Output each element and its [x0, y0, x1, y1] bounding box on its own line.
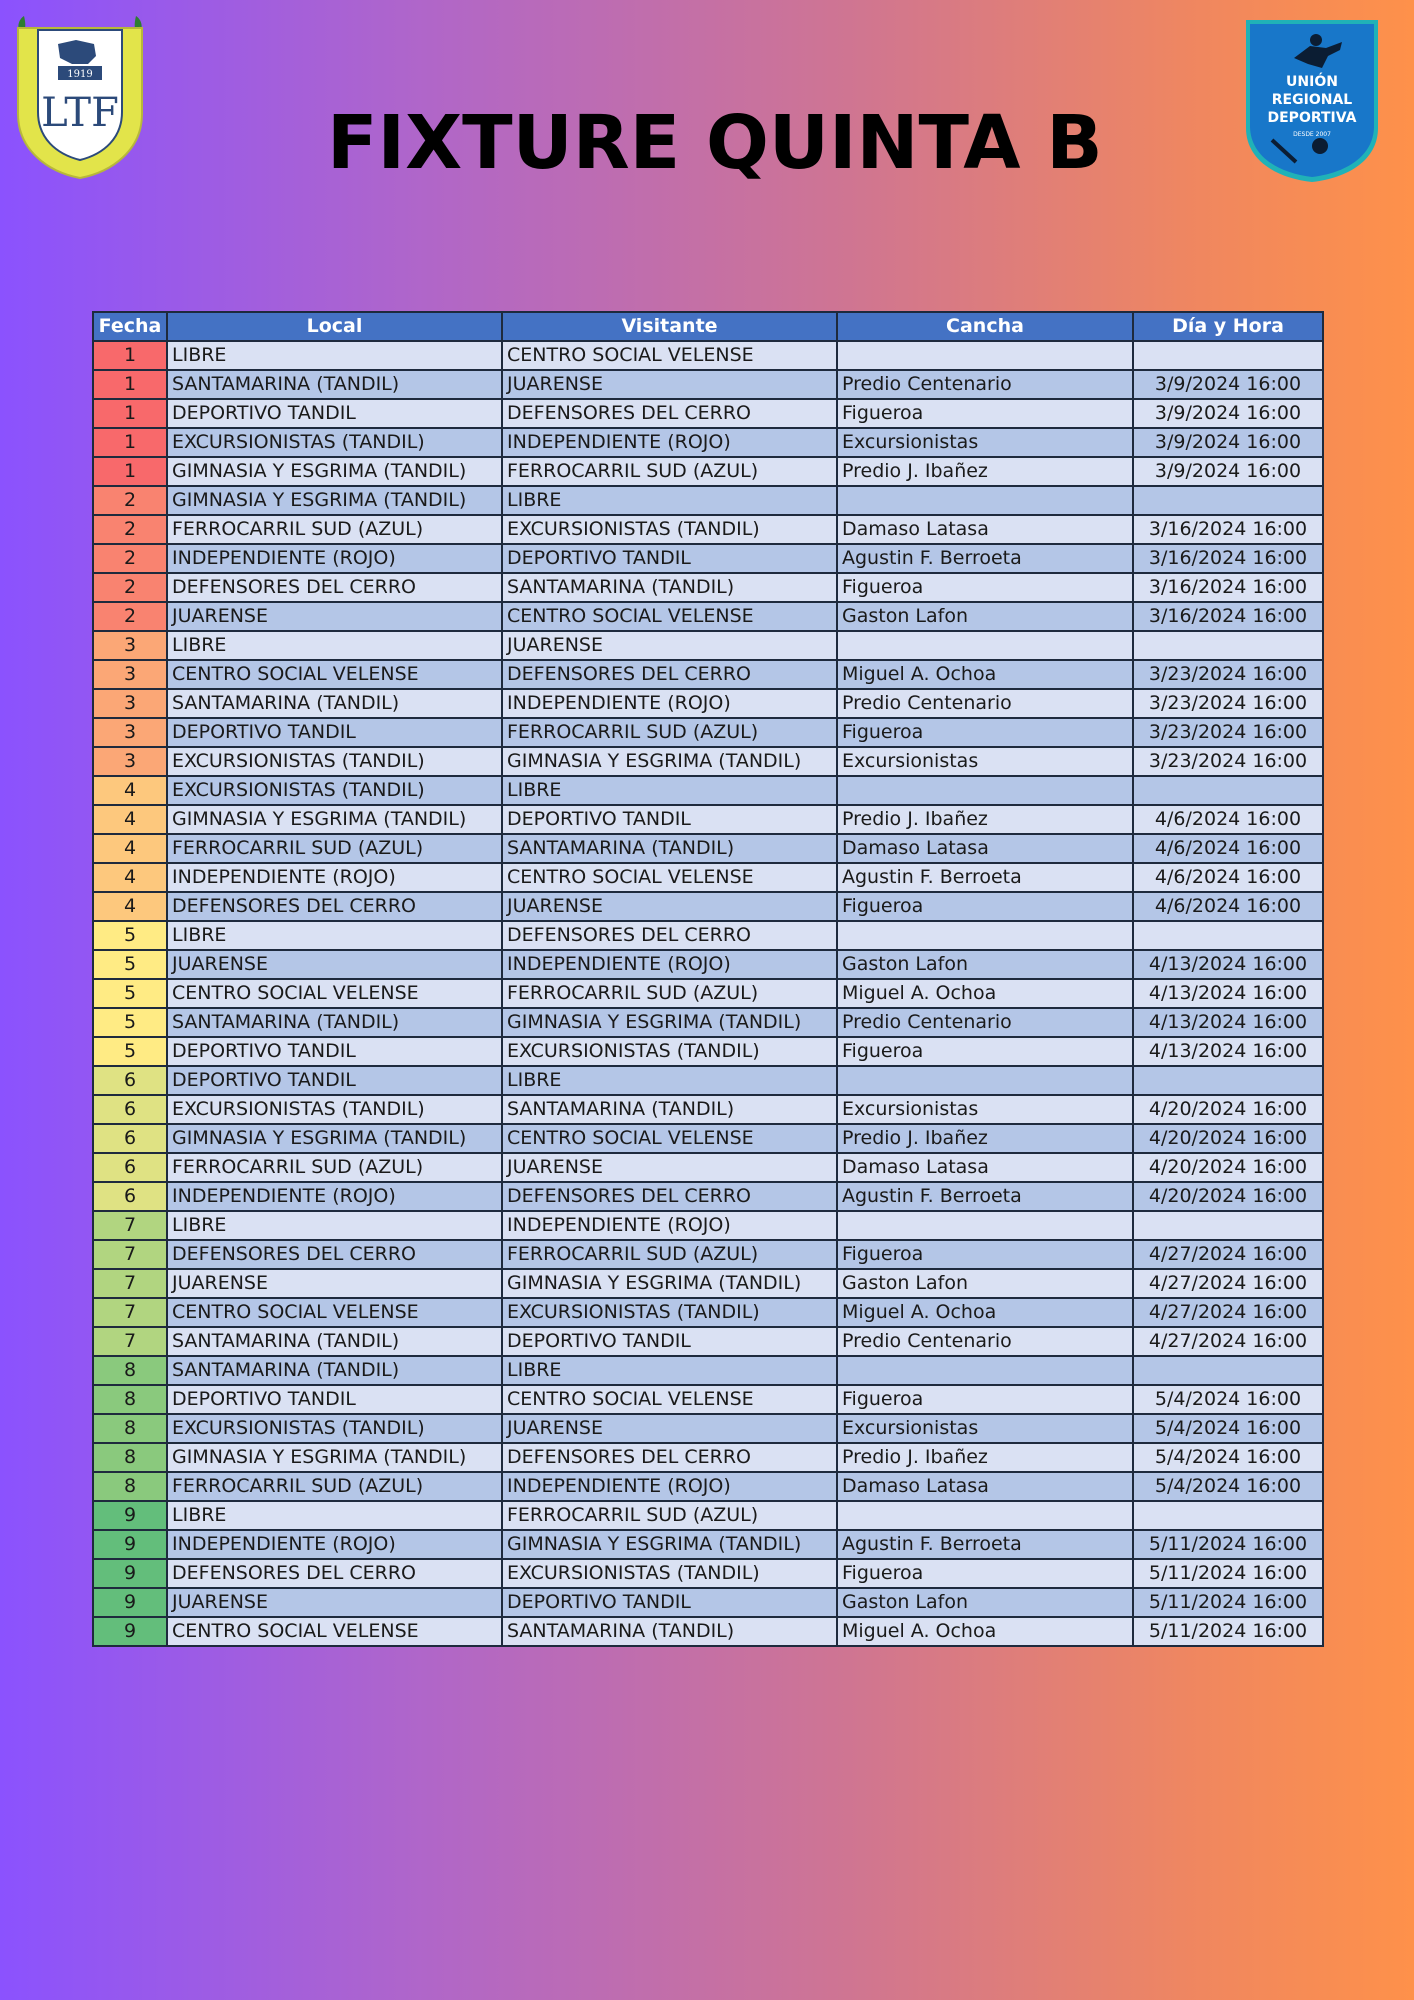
table-header-row [93, 312, 1323, 341]
cell-visitante: DEPORTIVO TANDIL [502, 544, 837, 573]
table-row [93, 1066, 1323, 1095]
logo-since: DESDE 2007 [1293, 131, 1331, 138]
cell-cancha: Miguel A. Ochoa [837, 979, 1133, 1008]
cell-cancha: Miguel A. Ochoa [837, 1617, 1133, 1646]
cell-visitante: SANTAMARINA (TANDIL) [502, 1617, 837, 1646]
table-row [93, 1037, 1323, 1066]
cell-local: SANTAMARINA (TANDIL) [167, 1327, 502, 1356]
cell-cancha: Damaso Latasa [837, 1472, 1133, 1501]
cell-local: DEFENSORES DEL CERRO [167, 573, 502, 602]
cell-fecha: 9 [93, 1617, 167, 1646]
cell-visitante: EXCURSIONISTAS (TANDIL) [502, 1298, 837, 1327]
cell-local: EXCURSIONISTAS (TANDIL) [167, 1095, 502, 1124]
cell-local: JUARENSE [167, 950, 502, 979]
cell-visitante: LIBRE [502, 486, 837, 515]
cell-dia-hora: 5/4/2024 16:00 [1133, 1443, 1323, 1472]
cell-fecha: 4 [93, 863, 167, 892]
cell-visitante: FERROCARRIL SUD (AZUL) [502, 1501, 837, 1530]
cell-visitante: JUARENSE [502, 892, 837, 921]
table-row [93, 1327, 1323, 1356]
cell-visitante: GIMNASIA Y ESGRIMA (TANDIL) [502, 747, 837, 776]
cell-dia-hora: 5/11/2024 16:00 [1133, 1617, 1323, 1646]
cell-dia-hora: 3/16/2024 16:00 [1133, 573, 1323, 602]
cell-cancha: Excursionistas [837, 747, 1133, 776]
table-row [93, 921, 1323, 950]
cell-fecha: 7 [93, 1298, 167, 1327]
table-row [93, 805, 1323, 834]
table-row [93, 950, 1323, 979]
cell-fecha: 2 [93, 573, 167, 602]
cell-visitante: JUARENSE [502, 1414, 837, 1443]
cell-fecha: 9 [93, 1501, 167, 1530]
table-row [93, 892, 1323, 921]
table-row [93, 979, 1323, 1008]
cell-dia-hora: 4/27/2024 16:00 [1133, 1269, 1323, 1298]
cell-fecha: 6 [93, 1182, 167, 1211]
header-dia-hora: Día y Hora [1133, 312, 1323, 341]
cell-local: DEPORTIVO TANDIL [167, 718, 502, 747]
cell-cancha: Agustin F. Berroeta [837, 1530, 1133, 1559]
cell-fecha: 7 [93, 1240, 167, 1269]
cell-dia-hora: 3/9/2024 16:00 [1133, 370, 1323, 399]
cell-visitante: DEPORTIVO TANDIL [502, 805, 837, 834]
cell-fecha: 7 [93, 1327, 167, 1356]
cell-dia-hora [1133, 1356, 1323, 1385]
cell-visitante: INDEPENDIENTE (ROJO) [502, 689, 837, 718]
cell-dia-hora: 4/20/2024 16:00 [1133, 1153, 1323, 1182]
cell-local: JUARENSE [167, 1588, 502, 1617]
table-row [93, 341, 1323, 370]
cell-local: INDEPENDIENTE (ROJO) [167, 863, 502, 892]
table-row [93, 776, 1323, 805]
cell-cancha: Agustin F. Berroeta [837, 1182, 1133, 1211]
cell-fecha: 1 [93, 457, 167, 486]
cell-visitante: FERROCARRIL SUD (AZUL) [502, 718, 837, 747]
table-row [93, 486, 1323, 515]
table-row [93, 1095, 1323, 1124]
cell-local: GIMNASIA Y ESGRIMA (TANDIL) [167, 805, 502, 834]
cell-cancha: Gaston Lafon [837, 950, 1133, 979]
cell-local: JUARENSE [167, 1269, 502, 1298]
cell-local: EXCURSIONISTAS (TANDIL) [167, 428, 502, 457]
cell-local: DEFENSORES DEL CERRO [167, 892, 502, 921]
cell-local: LIBRE [167, 341, 502, 370]
cell-dia-hora: 4/27/2024 16:00 [1133, 1240, 1323, 1269]
table-row [93, 1240, 1323, 1269]
table-row [93, 1008, 1323, 1037]
cell-local: GIMNASIA Y ESGRIMA (TANDIL) [167, 1443, 502, 1472]
cell-visitante: DEFENSORES DEL CERRO [502, 660, 837, 689]
cell-dia-hora: 4/13/2024 16:00 [1133, 1037, 1323, 1066]
cell-fecha: 8 [93, 1356, 167, 1385]
cell-dia-hora: 4/13/2024 16:00 [1133, 1008, 1323, 1037]
cell-local: LIBRE [167, 631, 502, 660]
cell-fecha: 4 [93, 892, 167, 921]
cell-fecha: 1 [93, 399, 167, 428]
table-row [93, 1211, 1323, 1240]
table-row [93, 399, 1323, 428]
cell-local: SANTAMARINA (TANDIL) [167, 1008, 502, 1037]
cell-fecha: 4 [93, 805, 167, 834]
cell-cancha: Predio Centenario [837, 370, 1133, 399]
table-row [93, 1501, 1323, 1530]
cell-local: DEPORTIVO TANDIL [167, 1385, 502, 1414]
cell-cancha: Miguel A. Ochoa [837, 660, 1133, 689]
cell-dia-hora: 5/11/2024 16:00 [1133, 1588, 1323, 1617]
cell-cancha: Figueroa [837, 573, 1133, 602]
table-row [93, 1182, 1323, 1211]
cell-dia-hora: 4/13/2024 16:00 [1133, 950, 1323, 979]
cell-fecha: 9 [93, 1588, 167, 1617]
cell-fecha: 6 [93, 1153, 167, 1182]
cell-local: CENTRO SOCIAL VELENSE [167, 660, 502, 689]
cell-dia-hora [1133, 921, 1323, 950]
cell-visitante: DEFENSORES DEL CERRO [502, 399, 837, 428]
cell-dia-hora: 3/23/2024 16:00 [1133, 718, 1323, 747]
cell-visitante: DEFENSORES DEL CERRO [502, 921, 837, 950]
cell-local: EXCURSIONISTAS (TANDIL) [167, 1414, 502, 1443]
cell-dia-hora: 4/13/2024 16:00 [1133, 979, 1323, 1008]
table-row [93, 370, 1323, 399]
cell-fecha: 7 [93, 1211, 167, 1240]
table-row [93, 660, 1323, 689]
cell-visitante: GIMNASIA Y ESGRIMA (TANDIL) [502, 1530, 837, 1559]
header-cancha: Cancha [837, 312, 1133, 341]
cell-cancha: Gaston Lafon [837, 602, 1133, 631]
cell-dia-hora: 4/20/2024 16:00 [1133, 1124, 1323, 1153]
cell-visitante: CENTRO SOCIAL VELENSE [502, 602, 837, 631]
cell-visitante: CENTRO SOCIAL VELENSE [502, 1385, 837, 1414]
cell-visitante: LIBRE [502, 1066, 837, 1095]
cell-fecha: 5 [93, 1037, 167, 1066]
fixture-table [92, 311, 1324, 1647]
table-row [93, 1472, 1323, 1501]
table-row [93, 1385, 1323, 1414]
cell-local: FERROCARRIL SUD (AZUL) [167, 1153, 502, 1182]
table-row [93, 1617, 1323, 1646]
cell-cancha: Damaso Latasa [837, 1153, 1133, 1182]
cell-local: JUARENSE [167, 602, 502, 631]
table-row [93, 515, 1323, 544]
cell-cancha: Predio J. Ibañez [837, 457, 1133, 486]
cell-visitante: INDEPENDIENTE (ROJO) [502, 428, 837, 457]
table-row [93, 1153, 1323, 1182]
table-row [93, 1588, 1323, 1617]
cell-fecha: 3 [93, 631, 167, 660]
table-row [93, 1356, 1323, 1385]
cell-local: GIMNASIA Y ESGRIMA (TANDIL) [167, 486, 502, 515]
table-row [93, 428, 1323, 457]
header-visitante: Visitante [502, 312, 837, 341]
cell-cancha [837, 631, 1133, 660]
cell-visitante: FERROCARRIL SUD (AZUL) [502, 457, 837, 486]
cell-visitante: JUARENSE [502, 370, 837, 399]
cell-visitante: LIBRE [502, 1356, 837, 1385]
table-row [93, 544, 1323, 573]
cell-cancha [837, 921, 1133, 950]
cell-fecha: 2 [93, 515, 167, 544]
logo-year: 1919 [67, 69, 93, 80]
cell-local: FERROCARRIL SUD (AZUL) [167, 515, 502, 544]
cell-fecha: 5 [93, 950, 167, 979]
cell-fecha: 2 [93, 544, 167, 573]
cell-dia-hora: 4/20/2024 16:00 [1133, 1182, 1323, 1211]
cell-visitante: DEPORTIVO TANDIL [502, 1588, 837, 1617]
cell-dia-hora: 4/6/2024 16:00 [1133, 805, 1323, 834]
cell-visitante: DEFENSORES DEL CERRO [502, 1182, 837, 1211]
cell-cancha: Excursionistas [837, 1414, 1133, 1443]
cell-fecha: 6 [93, 1066, 167, 1095]
table-row [93, 1269, 1323, 1298]
cell-fecha: 3 [93, 660, 167, 689]
cell-fecha: 1 [93, 341, 167, 370]
table-row [93, 1414, 1323, 1443]
union-regional-deportiva-logo [1244, 18, 1380, 184]
cell-fecha: 3 [93, 718, 167, 747]
cell-dia-hora: 4/6/2024 16:00 [1133, 834, 1323, 863]
cell-dia-hora: 3/16/2024 16:00 [1133, 515, 1323, 544]
cell-fecha: 7 [93, 1269, 167, 1298]
cell-cancha: Predio J. Ibañez [837, 1124, 1133, 1153]
table-row [93, 1124, 1323, 1153]
liga-tandilense-logo [12, 14, 148, 180]
cell-visitante: CENTRO SOCIAL VELENSE [502, 1124, 837, 1153]
cell-visitante: INDEPENDIENTE (ROJO) [502, 1472, 837, 1501]
cell-local: INDEPENDIENTE (ROJO) [167, 1530, 502, 1559]
cell-fecha: 2 [93, 602, 167, 631]
cell-dia-hora: 4/27/2024 16:00 [1133, 1298, 1323, 1327]
cell-local: CENTRO SOCIAL VELENSE [167, 1298, 502, 1327]
cell-fecha: 9 [93, 1559, 167, 1588]
cell-cancha: Miguel A. Ochoa [837, 1298, 1133, 1327]
logo-line1: UNIÓN [1286, 74, 1338, 90]
cell-fecha: 6 [93, 1124, 167, 1153]
cell-visitante: LIBRE [502, 776, 837, 805]
cell-dia-hora: 3/16/2024 16:00 [1133, 544, 1323, 573]
cell-cancha: Predio Centenario [837, 689, 1133, 718]
cell-local: CENTRO SOCIAL VELENSE [167, 1617, 502, 1646]
cell-cancha [837, 776, 1133, 805]
cell-local: SANTAMARINA (TANDIL) [167, 370, 502, 399]
cell-cancha: Figueroa [837, 718, 1133, 747]
cell-local: DEFENSORES DEL CERRO [167, 1559, 502, 1588]
cell-local: SANTAMARINA (TANDIL) [167, 689, 502, 718]
cell-visitante: FERROCARRIL SUD (AZUL) [502, 979, 837, 1008]
cell-visitante: GIMNASIA Y ESGRIMA (TANDIL) [502, 1269, 837, 1298]
cell-fecha: 3 [93, 689, 167, 718]
cell-dia-hora: 5/11/2024 16:00 [1133, 1530, 1323, 1559]
cell-local: FERROCARRIL SUD (AZUL) [167, 834, 502, 863]
cell-dia-hora: 5/4/2024 16:00 [1133, 1472, 1323, 1501]
logo-initials: LTF [41, 90, 119, 136]
cell-dia-hora: 4/20/2024 16:00 [1133, 1095, 1323, 1124]
cell-visitante: GIMNASIA Y ESGRIMA (TANDIL) [502, 1008, 837, 1037]
cell-fecha: 2 [93, 486, 167, 515]
cell-local: DEPORTIVO TANDIL [167, 1066, 502, 1095]
cell-dia-hora: 3/9/2024 16:00 [1133, 399, 1323, 428]
table-row [93, 689, 1323, 718]
cell-visitante: EXCURSIONISTAS (TANDIL) [502, 515, 837, 544]
cell-dia-hora: 3/9/2024 16:00 [1133, 457, 1323, 486]
cell-visitante: INDEPENDIENTE (ROJO) [502, 1211, 837, 1240]
cell-dia-hora [1133, 1211, 1323, 1240]
cell-visitante: DEPORTIVO TANDIL [502, 1327, 837, 1356]
cell-local: DEFENSORES DEL CERRO [167, 1240, 502, 1269]
cell-local: LIBRE [167, 921, 502, 950]
cell-dia-hora [1133, 1501, 1323, 1530]
logo-line2: REGIONAL [1271, 92, 1353, 108]
cell-visitante: INDEPENDIENTE (ROJO) [502, 950, 837, 979]
cell-dia-hora: 5/4/2024 16:00 [1133, 1385, 1323, 1414]
cell-fecha: 8 [93, 1472, 167, 1501]
cell-visitante: CENTRO SOCIAL VELENSE [502, 863, 837, 892]
cell-fecha: 8 [93, 1414, 167, 1443]
cell-local: GIMNASIA Y ESGRIMA (TANDIL) [167, 1124, 502, 1153]
cell-cancha: Predio J. Ibañez [837, 805, 1133, 834]
cell-local: DEPORTIVO TANDIL [167, 1037, 502, 1066]
cell-visitante: FERROCARRIL SUD (AZUL) [502, 1240, 837, 1269]
table-row [93, 1559, 1323, 1588]
cell-cancha [837, 486, 1133, 515]
cell-fecha: 4 [93, 776, 167, 805]
cell-cancha: Damaso Latasa [837, 834, 1133, 863]
cell-dia-hora: 5/4/2024 16:00 [1133, 1414, 1323, 1443]
cell-local: SANTAMARINA (TANDIL) [167, 1356, 502, 1385]
cell-visitante: EXCURSIONISTAS (TANDIL) [502, 1559, 837, 1588]
logo-line3: DEPORTIVA [1267, 110, 1357, 126]
page-title: FIXTURE QUINTA B [327, 100, 1103, 186]
cell-cancha [837, 1501, 1133, 1530]
cell-visitante: SANTAMARINA (TANDIL) [502, 1095, 837, 1124]
cell-fecha: 3 [93, 747, 167, 776]
cell-local: DEPORTIVO TANDIL [167, 399, 502, 428]
cell-fecha: 5 [93, 1008, 167, 1037]
cell-cancha [837, 1211, 1133, 1240]
cell-cancha [837, 1066, 1133, 1095]
cell-local: EXCURSIONISTAS (TANDIL) [167, 747, 502, 776]
cell-dia-hora: 3/23/2024 16:00 [1133, 689, 1323, 718]
fixture-body [93, 341, 1323, 1646]
cell-local: LIBRE [167, 1501, 502, 1530]
table-row [93, 457, 1323, 486]
cell-cancha: Gaston Lafon [837, 1588, 1133, 1617]
cell-fecha: 9 [93, 1530, 167, 1559]
cell-fecha: 5 [93, 979, 167, 1008]
cell-cancha [837, 1356, 1133, 1385]
cell-cancha: Damaso Latasa [837, 515, 1133, 544]
cell-cancha: Excursionistas [837, 428, 1133, 457]
cell-fecha: 8 [93, 1443, 167, 1472]
header-fecha: Fecha [93, 312, 167, 341]
cell-visitante: EXCURSIONISTAS (TANDIL) [502, 1037, 837, 1066]
cell-cancha: Figueroa [837, 1037, 1133, 1066]
cell-dia-hora: 3/23/2024 16:00 [1133, 747, 1323, 776]
cell-dia-hora [1133, 776, 1323, 805]
cell-dia-hora: 3/16/2024 16:00 [1133, 602, 1323, 631]
table-row [93, 863, 1323, 892]
cell-dia-hora: 3/9/2024 16:00 [1133, 428, 1323, 457]
cell-fecha: 8 [93, 1385, 167, 1414]
cell-cancha: Predio Centenario [837, 1327, 1133, 1356]
cell-local: FERROCARRIL SUD (AZUL) [167, 1472, 502, 1501]
cell-cancha [837, 341, 1133, 370]
table-row [93, 834, 1323, 863]
table-row [93, 1298, 1323, 1327]
cell-dia-hora: 3/23/2024 16:00 [1133, 660, 1323, 689]
table-row [93, 631, 1323, 660]
cell-cancha: Agustin F. Berroeta [837, 863, 1133, 892]
cell-visitante: SANTAMARINA (TANDIL) [502, 573, 837, 602]
cell-local: INDEPENDIENTE (ROJO) [167, 1182, 502, 1211]
cell-dia-hora: 5/11/2024 16:00 [1133, 1559, 1323, 1588]
cell-fecha: 5 [93, 921, 167, 950]
cell-visitante: SANTAMARINA (TANDIL) [502, 834, 837, 863]
cell-local: CENTRO SOCIAL VELENSE [167, 979, 502, 1008]
cell-local: LIBRE [167, 1211, 502, 1240]
cell-local: GIMNASIA Y ESGRIMA (TANDIL) [167, 457, 502, 486]
cell-dia-hora [1133, 631, 1323, 660]
table-row [93, 747, 1323, 776]
cell-visitante: CENTRO SOCIAL VELENSE [502, 341, 837, 370]
cell-fecha: 1 [93, 370, 167, 399]
cell-cancha: Gaston Lafon [837, 1269, 1133, 1298]
cell-cancha: Predio Centenario [837, 1008, 1133, 1037]
cell-dia-hora: 4/6/2024 16:00 [1133, 863, 1323, 892]
cell-visitante: DEFENSORES DEL CERRO [502, 1443, 837, 1472]
cell-dia-hora [1133, 486, 1323, 515]
cell-local: INDEPENDIENTE (ROJO) [167, 544, 502, 573]
table-row [93, 573, 1323, 602]
cell-dia-hora: 4/6/2024 16:00 [1133, 892, 1323, 921]
cell-local: EXCURSIONISTAS (TANDIL) [167, 776, 502, 805]
table-row [93, 1530, 1323, 1559]
cell-fecha: 6 [93, 1095, 167, 1124]
cell-cancha: Figueroa [837, 1240, 1133, 1269]
cell-cancha: Figueroa [837, 1385, 1133, 1414]
cell-fecha: 4 [93, 834, 167, 863]
cell-cancha: Excursionistas [837, 1095, 1133, 1124]
cell-dia-hora [1133, 341, 1323, 370]
header-local: Local [167, 312, 502, 341]
cell-cancha: Predio J. Ibañez [837, 1443, 1133, 1472]
cell-dia-hora: 4/27/2024 16:00 [1133, 1327, 1323, 1356]
table-row [93, 602, 1323, 631]
cell-visitante: JUARENSE [502, 631, 837, 660]
table-row [93, 1443, 1323, 1472]
cell-cancha: Figueroa [837, 892, 1133, 921]
cell-dia-hora [1133, 1066, 1323, 1095]
cell-cancha: Figueroa [837, 399, 1133, 428]
cell-visitante: JUARENSE [502, 1153, 837, 1182]
cell-fecha: 1 [93, 428, 167, 457]
table-row [93, 718, 1323, 747]
cell-cancha: Agustin F. Berroeta [837, 544, 1133, 573]
cell-cancha: Figueroa [837, 1559, 1133, 1588]
